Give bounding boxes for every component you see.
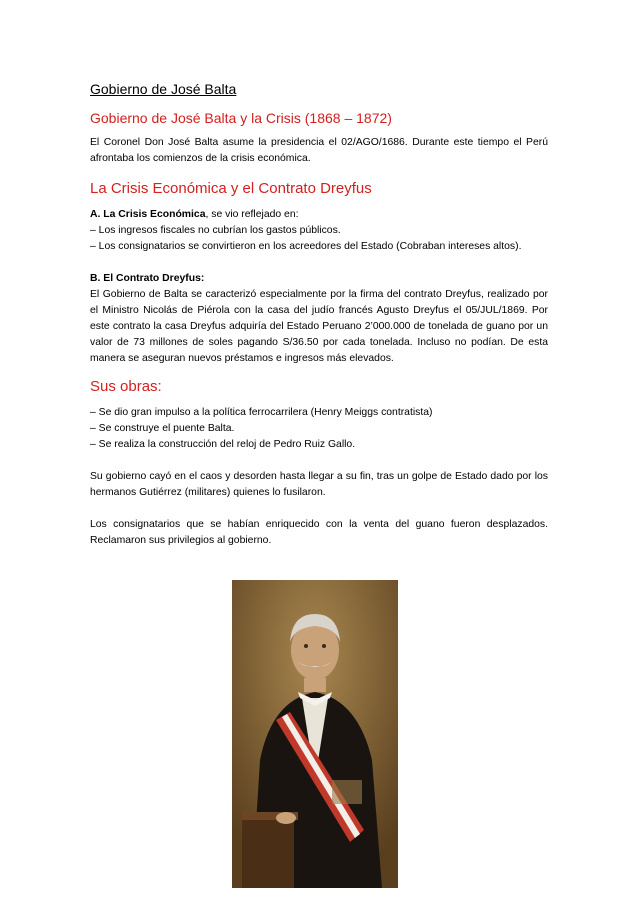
- list-item: – Los consignatarios se convirtieron en los acreedores del Estado (Cobraban intereses altos).: [90, 241, 522, 252]
- document-body: [90, 80, 548, 549]
- list-item: – Se dio gran impulso a la política ferrocarrilera (Henry Meiggs contratista): [90, 407, 433, 418]
- paragraph-consignatarios: Los consignatarios que se habían enriquecido con la venta del guano fueron desplazados. Reclamaron sus privilegios al gobierno.: [90, 519, 548, 546]
- paragraph-caida: Su gobierno cayó en el caos y desorden hasta llegar a su fin, tras un golpe de Estado dado por los hermanos Gutiérrez (militares) quienes lo fusilaron.: [90, 471, 548, 498]
- portrait-illustration: [232, 580, 398, 888]
- subheading-a: A. La Crisis Económica: [90, 209, 206, 220]
- section-heading-gobierno: Gobierno de José Balta y la Crisis (1868 – 1872): [90, 110, 392, 126]
- spacer: [90, 501, 548, 517]
- spacer: [90, 255, 548, 271]
- subheading-a-line: [90, 207, 548, 223]
- section-heading-crisis: La Crisis Económica y el Contrato Dreyfus: [90, 180, 372, 197]
- paragraph-dreyfus: El Gobierno de Balta se caracterizó especialmente por la firma del contrato Dreyfus, realizado por el Ministro Nicolás de Piérola con la casa del judío francés Agusto Dreyfus el 05/JUL/1869. Por este contrato la casa Dreyfus adquiría del Estado Peruano 2’000.000 de tonelada de guano por un valor de 73 millones de soles pagando S/36.50 por cada tonelada. Incluso no podían. De esta manera se aseguran nuevos préstamos e ingresos más elevados.: [90, 289, 548, 364]
- document-title: Gobierno de José Balta: [90, 81, 237, 97]
- list-item: – Se realiza la construcción del reloj de Pedro Ruiz Gallo.: [90, 439, 356, 450]
- portrait-image: [232, 580, 398, 888]
- section-heading-obras: Sus obras:: [90, 378, 162, 395]
- list-item: – Los ingresos fiscales no cubrían los gastos públicos.: [90, 225, 341, 236]
- subheading-b: B. El Contrato Dreyfus:: [90, 273, 205, 284]
- paragraph-intro: El Coronel Don José Balta asume la presidencia el 02/AGO/1686. Durante este tiempo el Perú afrontaba los comienzos de la crisis económica.: [90, 137, 548, 164]
- subheading-a-rest: , se vio reflejado en:: [205, 209, 299, 220]
- list-item: – Se construye el puente Balta.: [90, 423, 235, 434]
- spacer: [90, 453, 548, 469]
